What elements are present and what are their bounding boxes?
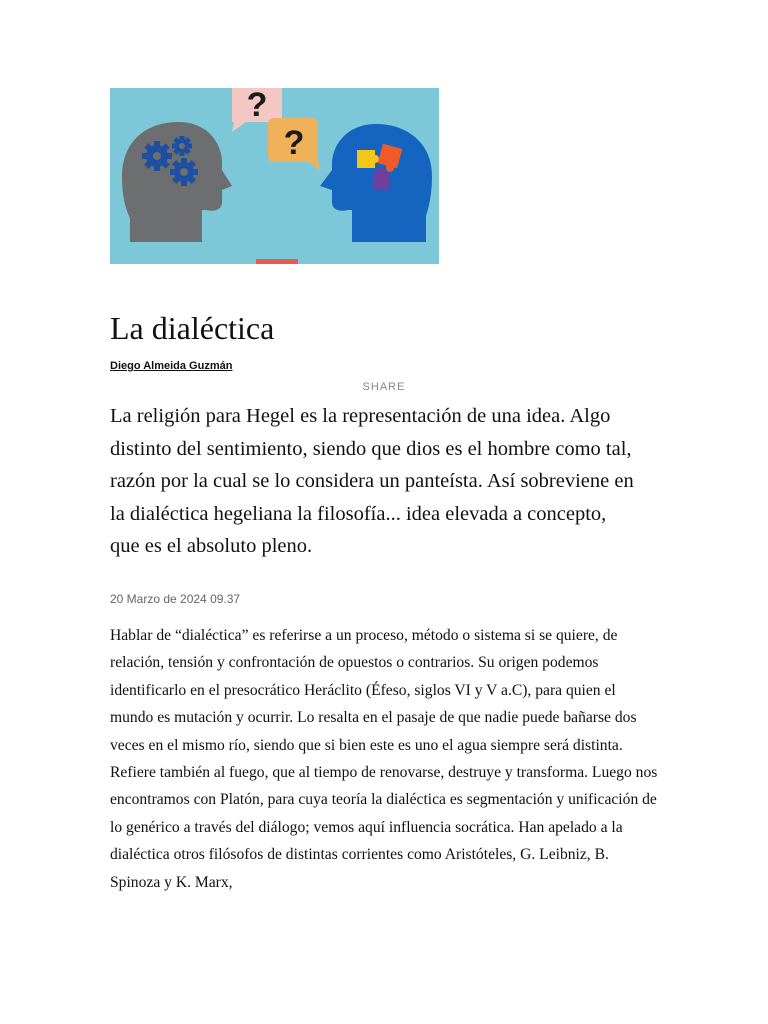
article-lead: La religión para Hegel es la representación de una idea. Algo distinto del sentimiento, siendo que dios es el hombre como tal, razón por la cual se lo considera un panteísta. Así sobreviene en la dialéctica hegeliana la filosofía... idea elevada a concepto, que es el absoluto pleno. (110, 405, 634, 558)
publish-date: 20 Marzo de 2024 09.37 (110, 592, 241, 606)
article-body: Hablar de “dialéctica” es referirse a un proceso, método o sistema si se quiere, de relación, tensión y confrontación de opuestos o contrarios. Su origen podemos identificarlo en el presocrático Heráclito (Éfeso, siglos VI y V a.C), para quien el mundo es mutación y ocurrir. Lo resalta en el pasaje de que nadie puede bañarse dos veces en el mismo río, siendo que si bien este es uno el agua siempre será distinta. Refiere también al fuego, que al tiempo de renovarse, destruye y transforma. Luego nos encontramos con Platón, para cuya teoría la dialéctica es segmentación y unificación de lo genérico a través del diálogo; vemos aquí influencia socrática. Han apelado a la dialéctica otros filósofos de distintas corrientes como Aristóteles, G. Leibniz, B. Spinoza y K. Marx, (110, 627, 658, 891)
svg-text:?: ? (246, 88, 268, 124)
svg-text:?: ? (283, 124, 305, 162)
image-watermark-strip (256, 259, 298, 264)
author-link[interactable]: Diego Almeida Guzmán (110, 360, 233, 372)
heads-illustration (110, 88, 439, 264)
article-title: La dialéctica (110, 310, 275, 346)
article-image (110, 88, 439, 264)
share-button[interactable]: SHARE (362, 381, 406, 393)
